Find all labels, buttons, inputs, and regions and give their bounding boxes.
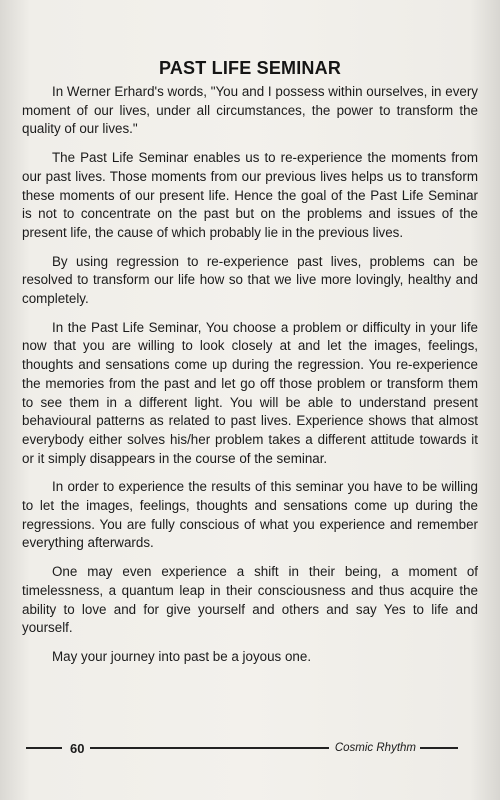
running-title: Cosmic Rhythm (334, 742, 416, 754)
paragraph-6: One may even experience a shift in their being, a moment of timelessness, a quantum leap in their consciousness and thus acquire the ability to love and for give yourself and others and say Yes to life and yourself. (22, 564, 478, 636)
paragraph-3: By using regression to re-experience past lives, problems can be resolved to transform our life how so that we live more lovingly, healthy and completely. (22, 253, 478, 307)
paragraph-5: In order to experience the results of this seminar you have to be willing to let the images, feelings, thoughts and sensations come up during the regressions. You are fully conscious of what you experience and remember everything afterwards. (22, 479, 478, 551)
paragraph-2: The Past Life Seminar enables us to re-experience the moments from our past lives. Those moments from our previous lives helps us to transform these moments of our present life. Hence the goal of the Past Life Seminar is not to concentrate on the past but on the problems and issues of the present life, the cause of which probably lie in the previous lives. (22, 150, 478, 240)
page-title: PAST LIFE SEMINAR (158, 58, 342, 78)
footer-rule-left (26, 747, 62, 749)
footer-rule-middle (90, 747, 328, 749)
page-footer (26, 738, 458, 758)
page-content (22, 58, 478, 677)
page-number: 60 (70, 740, 85, 756)
paragraph-4: In the Past Life Seminar, You choose a problem or difficulty in your life now that you are willing to look closely at and let the images, feelings, thoughts and sensations come up during the regression. You re-experience the memories from the past and let go off those problem or transform them to see them in a different light. You will be able to understand present behavioural patterns as related to past lives. Experience shows that almost everybody either solves his/her problem takes a different attitude towards it or it simply disappears in the course of the seminar. (22, 319, 478, 466)
paragraph-7: May your journey into past be a joyous one. (52, 648, 312, 664)
paragraph-1: In Werner Erhard's words, "You and I possess within ourselves, in every moment of our lives, under all circumstances, the power to transform the quality of our lives." (22, 84, 478, 137)
footer-rule-right (420, 747, 458, 749)
